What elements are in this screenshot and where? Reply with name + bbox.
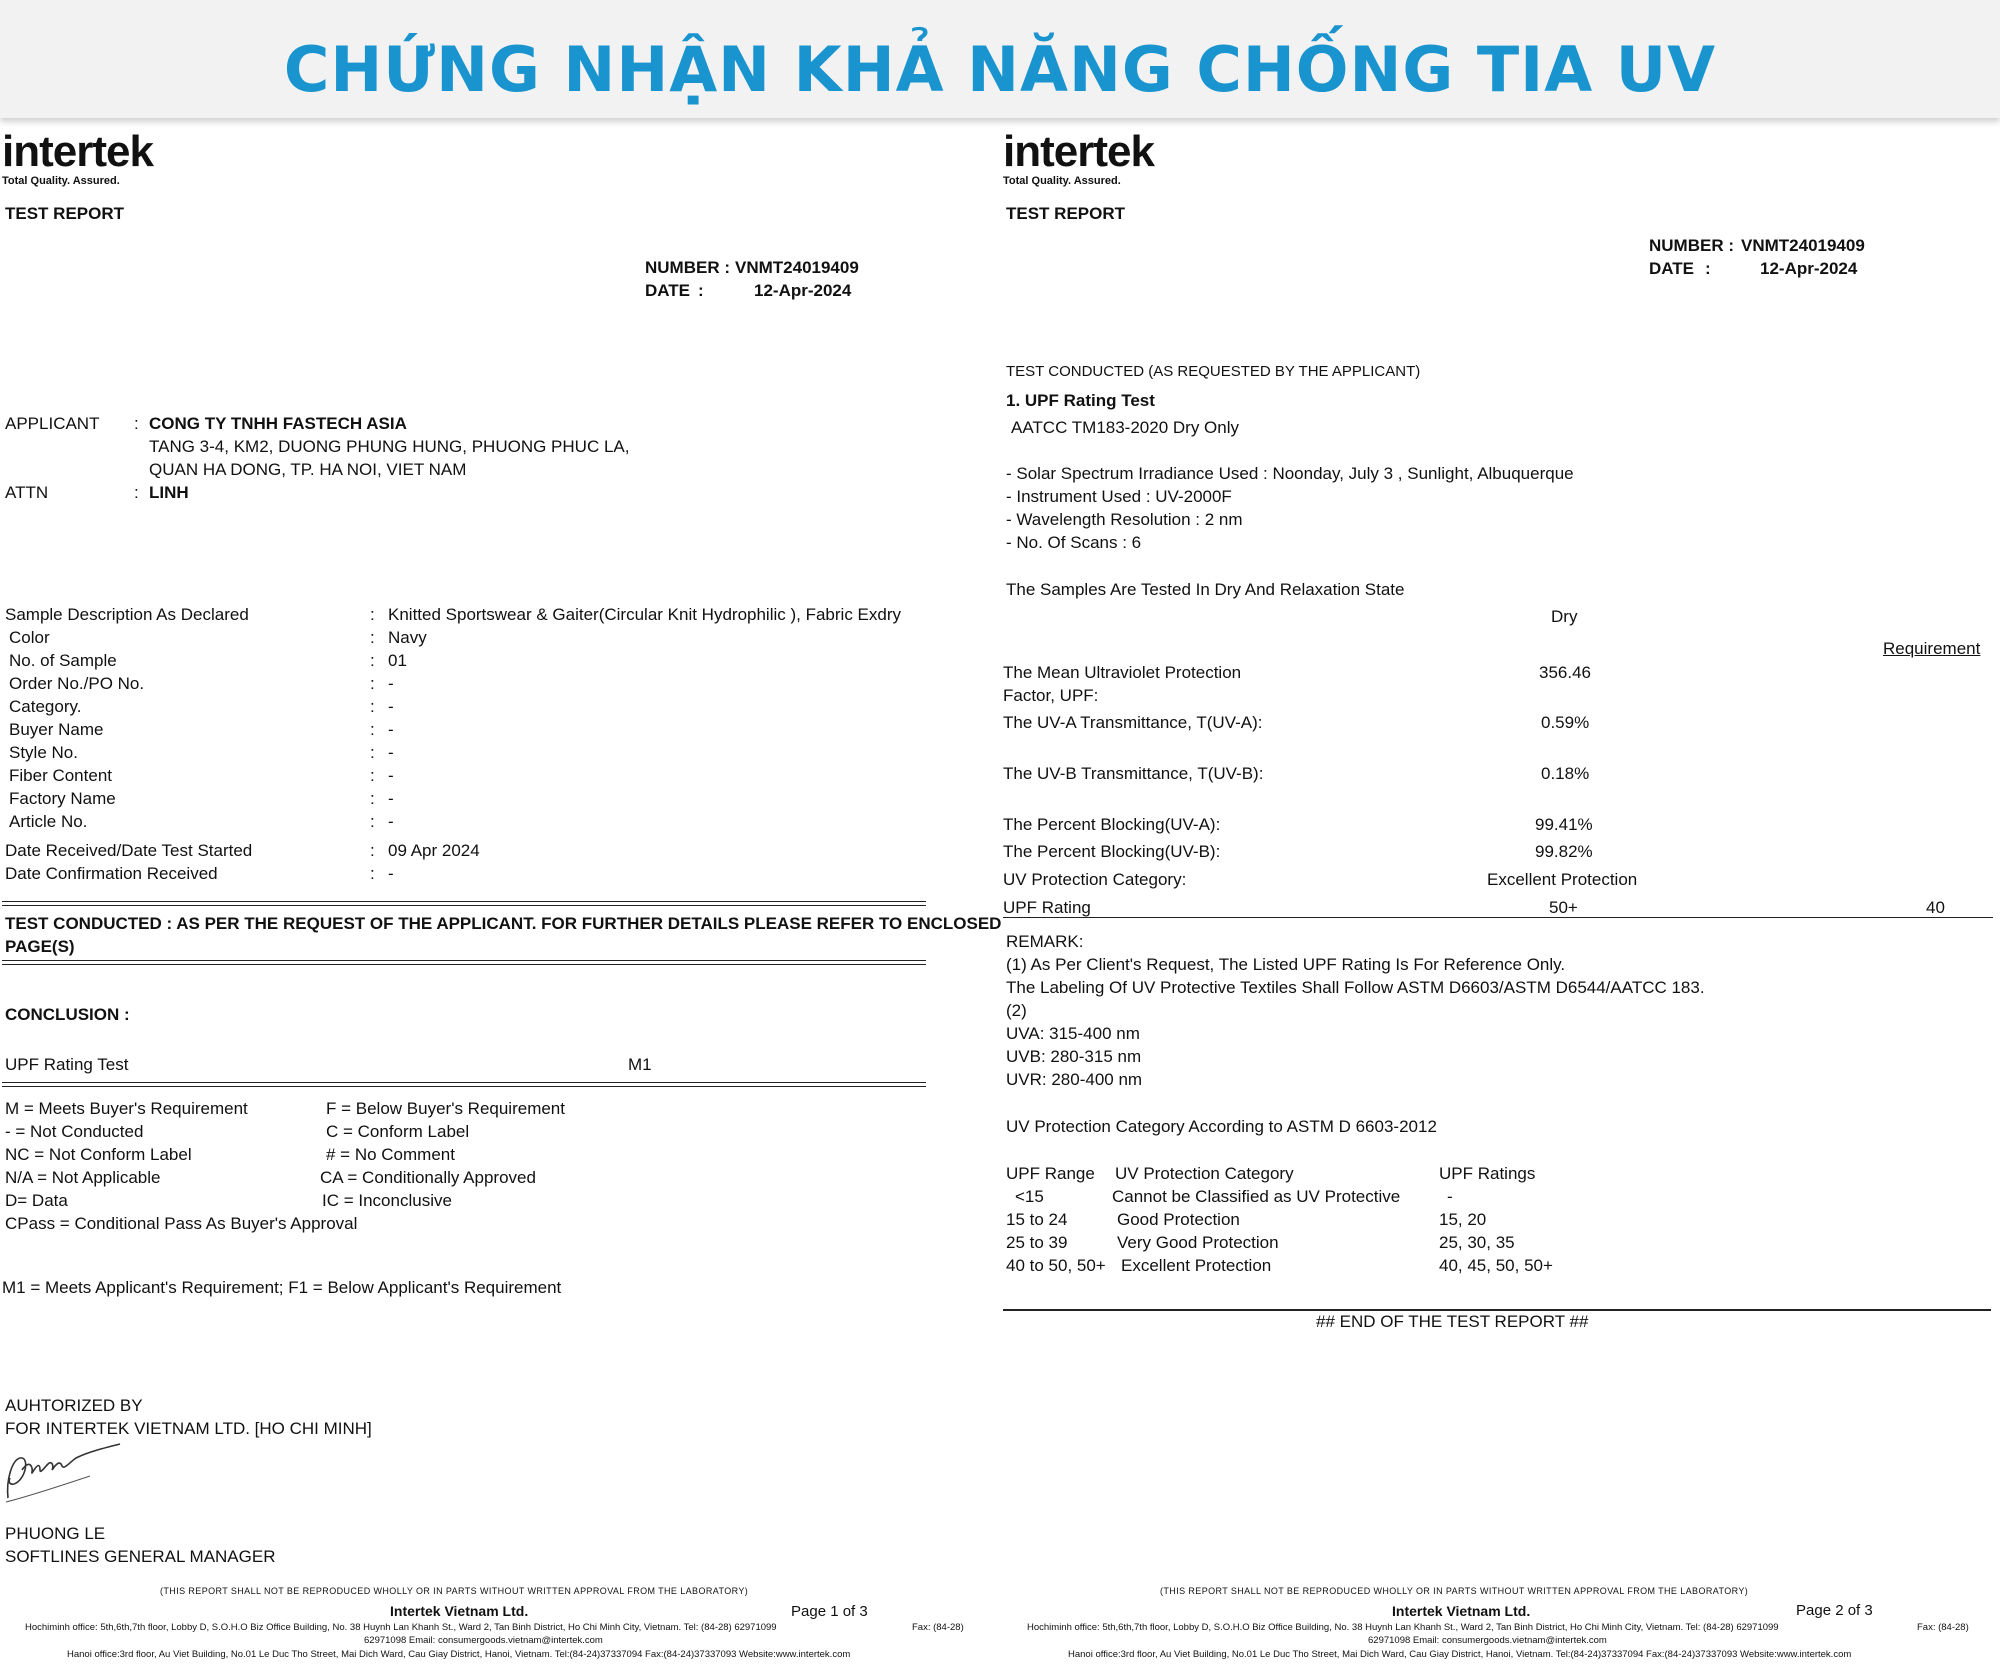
column-header-requirement: Requirement [1883,639,1981,658]
category-cell: Excellent Protection [1121,1256,1272,1275]
remark-line: (2) [1006,1001,1027,1020]
attn-value: LINH [149,483,189,502]
title-banner [0,0,2000,118]
sample-row-value: - [388,864,394,883]
authorized-by: AUHTORIZED BY [5,1396,143,1415]
sample-row-colon: : [370,697,375,716]
logo-wordmark: intertek [1003,127,1154,176]
category-cell: 25, 30, 35 [1439,1233,1515,1252]
legend-item: N/A = Not Applicable [5,1168,161,1187]
sample-row-value: - [388,720,394,739]
sample-row-colon: : [370,789,375,808]
footer-notice: (THIS REPORT SHALL NOT BE REPRODUCED WHOLLY OR IN PARTS WITHOUT WRITTEN APPROVAL FROM THE LABORATORY) [160,1586,749,1596]
logo-tagline: Total Quality. Assured. [1003,175,1121,187]
intertek-logo [2,127,153,188]
result-value: 356.46 [1539,663,1591,682]
legend-item: NC = Not Conform Label [5,1145,192,1164]
legend-item: F = Below Buyer's Requirement [326,1099,565,1118]
test-parameter: - Instrument Used : UV-2000F [1006,487,1232,506]
sample-row-label: Date Received/Date Test Started [5,841,253,860]
result-label: The UV-B Transmittance, T(UV-B): [1003,764,1264,783]
date-label: DATE [1649,259,1695,278]
authorized-for: FOR INTERTEK VIETNAM LTD. [HO CHI MINH] [5,1419,372,1438]
sample-row-colon: : [370,766,375,785]
sample-row-label: Order No./PO No. [9,674,145,693]
logo-tagline: Total Quality. Assured. [2,175,120,187]
footer-hanoi-office: Hanoi office:3rd floor, Au Viet Building, No.01 Le Duc Tho Street, Mai Dich Ward, Cau Giay District, Hanoi, Vietnam. Tel:(84-24)37337094 Fax:(84-24)37337093 Website:www.intertek.com [67,1649,851,1660]
sample-row-label: Date Confirmation Received [5,864,218,883]
applicant-name: CONG TY TNHH FASTECH ASIA [149,414,407,433]
test-conducted-header: TEST CONDUCTED (AS REQUESTED BY THE APPLICANT) [1006,363,1421,380]
result-label: UPF Rating [1003,898,1091,917]
test-conducted-line2: PAGE(S) [5,937,75,956]
end-of-report: ## END OF THE TEST REPORT ## [1316,1312,1589,1331]
result-label: The Percent Blocking(UV-A): [1003,815,1221,834]
applicant-colon: : [134,414,139,433]
conclusion-label: CONCLUSION : [5,1005,130,1024]
footer-hcm-office: Hochiminh office: 5th,6th,7th floor, Lobby D, S.O.H.O Biz Office Building, No. 38 Huynh Lan Khanh St., Ward 2, Tan Binh District, Ho Chi Minh City, Vietnam. Tel: (84-28) 62971099 [1027,1622,1779,1633]
sample-row-colon: : [370,605,375,624]
result-value: 0.18% [1541,764,1590,783]
sample-row-value: - [388,766,394,785]
category-header: UPF Ratings [1439,1164,1536,1183]
number-value: VNMT24019409 [1741,236,1865,255]
report-page-2 [1000,118,2000,1669]
result-label: The UV-A Transmittance, T(UV-A): [1003,713,1263,732]
category-table-title: UV Protection Category According to ASTM D 6603-2012 [1006,1117,1437,1136]
banner-title: CHỨNG NHẬN KHẢ NĂNG CHỐNG TIA UV [283,33,1717,106]
footer-fax: Fax: (84-28) [912,1622,964,1633]
category-cell: 15 to 24 [1006,1210,1068,1229]
applicant-address-line1: TANG 3-4, KM2, DUONG PHUNG HUNG, PHUONG PHUC LA, [149,437,630,456]
category-cell: 15, 20 [1439,1210,1487,1229]
legend-item: D= Data [5,1191,68,1210]
attn-colon: : [134,483,139,502]
remark-line: The Labeling Of UV Protective Textiles Shall Follow ASTM D6603/ASTM D6544/AATCC 183. [1006,978,1705,997]
date-value: 12-Apr-2024 [1760,259,1858,278]
report-title: TEST REPORT [1006,204,1126,223]
category-cell: <15 [1015,1187,1044,1206]
report-title: TEST REPORT [5,204,125,223]
footer-hcm-office: Hochiminh office: 5th,6th,7th floor, Lobby D, S.O.H.O Biz Office Building, No. 38 Huynh Lan Khanh St., Ward 2, Tan Binh District, Ho Chi Minh City, Vietnam. Tel: (84-28) 62971099 [25,1622,777,1633]
category-cell: Very Good Protection [1117,1233,1279,1252]
footer-company: Intertek Vietnam Ltd. [1392,1603,1531,1619]
sample-row-label: Style No. [9,743,78,762]
sample-row-colon: : [370,628,375,647]
result-requirement: 40 [1926,898,1945,917]
report-page-1 [0,118,1000,1669]
sample-row-value: Navy [388,628,427,647]
sample-row-value: - [388,789,394,808]
date-colon: : [698,281,704,300]
legend-item: M = Meets Buyer's Requirement [5,1099,248,1118]
category-cell: Good Protection [1117,1210,1240,1229]
sample-row-colon: : [370,651,375,670]
intertek-logo [1003,127,1154,188]
result-label-cont: Factor, UPF: [1003,686,1099,705]
divider [1003,917,1993,918]
footer-company: Intertek Vietnam Ltd. [390,1603,529,1619]
date-colon: : [1705,259,1711,278]
category-header: UPF Range [1006,1164,1095,1183]
test-parameter: - Solar Spectrum Irradiance Used : Noonday, July 3 , Sunlight, Albuquerque [1006,464,1574,483]
sample-row-value: - [388,674,394,693]
sample-row-colon: : [370,864,375,883]
number-label: NUMBER : [645,258,730,277]
applicant-label: APPLICANT [5,414,100,433]
result-value: 0.59% [1541,713,1590,732]
legend-item: # = No Comment [326,1145,455,1164]
signer-name: PHUONG LE [5,1524,106,1543]
result-label: UV Protection Category: [1003,870,1187,889]
legend-item: CPass = Conditional Pass As Buyer's Approval [5,1214,358,1233]
footer-fax: Fax: (84-28) [1917,1622,1969,1633]
remark-line: (1) As Per Client's Request, The Listed UPF Rating Is For Reference Only. [1006,955,1566,974]
remark-line: REMARK: [1006,932,1084,951]
result-value: Excellent Protection [1487,870,1638,889]
divider [2,960,926,965]
sample-row-label: Factory Name [9,789,116,808]
legend-item: C = Conform Label [326,1122,470,1141]
category-header: UV Protection Category [1115,1164,1294,1183]
sample-row-label: Color [9,628,50,647]
page-number: Page 1 of 3 [791,1603,868,1620]
sample-row-value: 09 Apr 2024 [388,841,480,860]
footer-hcm-office-2: 62971098 Email: consumergoods.vietnam@intertek.com [1368,1635,1607,1646]
result-label: The Mean Ultraviolet Protection [1003,663,1242,682]
sample-row-value: - [388,812,394,831]
footer-notice: (THIS REPORT SHALL NOT BE REPRODUCED WHOLLY OR IN PARTS WITHOUT WRITTEN APPROVAL FROM THE LABORATORY) [1160,1586,1749,1596]
category-cell: Cannot be Classified as UV Protective [1112,1187,1401,1206]
page-number: Page 2 of 3 [1796,1602,1873,1619]
sample-row-colon: : [370,841,375,860]
sample-row-label: No. of Sample [9,651,117,670]
category-cell: 25 to 39 [1006,1233,1068,1252]
number-value: VNMT24019409 [735,258,859,277]
date-label: DATE [645,281,691,300]
footer-hanoi-office: Hanoi office:3rd floor, Au Viet Building, No.01 Le Duc Tho Street, Mai Dich Ward, Cau Giay District, Hanoi, Vietnam. Tel:(84-24)37337094 Fax:(84-24)37337093 Website:www.intertek.com [1068,1649,1852,1660]
test-parameter: - Wavelength Resolution : 2 nm [1006,510,1243,529]
sample-row-label: Fiber Content [9,766,112,785]
conclusion-test-name: UPF Rating Test [5,1055,129,1074]
date-value: 12-Apr-2024 [754,281,852,300]
divider [2,1082,926,1087]
sample-row-label: Category. [9,697,82,716]
logo-wordmark: intertek [2,127,153,176]
result-label: The Percent Blocking(UV-B): [1003,842,1221,861]
sample-row-label: Buyer Name [9,720,104,739]
sample-row-value: Knitted Sportswear & Gaiter(Circular Knit Hydrophilic ), Fabric Exdry [388,605,901,624]
section-title: 1. UPF Rating Test [1006,391,1155,410]
state-note: The Samples Are Tested In Dry And Relaxation State [1006,580,1405,599]
divider [2,901,926,906]
result-value: 99.41% [1535,815,1593,834]
sample-row-value: 01 [388,651,407,670]
m1-note: M1 = Meets Applicant's Requirement; F1 = Below Applicant's Requirement [2,1278,562,1297]
sample-row-colon: : [370,720,375,739]
remark-line: UVR: 280-400 nm [1006,1070,1143,1089]
category-cell: 40 to 50, 50+ [1006,1256,1106,1275]
sample-row-label: Sample Description As Declared [5,605,249,624]
test-conducted-line1: TEST CONDUCTED : AS PER THE REQUEST OF THE APPLICANT. FOR FURTHER DETAILS PLEASE REFER TO ENCLOSED [5,914,1002,933]
result-value: 50+ [1549,898,1578,917]
category-cell: 40, 45, 50, 50+ [1439,1256,1553,1275]
sample-row-colon: : [370,674,375,693]
legend-item: CA = Conditionally Approved [320,1168,536,1187]
sample-row-value: - [388,697,394,716]
sample-row-colon: : [370,812,375,831]
sample-row-value: - [388,743,394,762]
conclusion-result: M1 [628,1055,652,1074]
signature [0,1440,125,1510]
category-cell: - [1447,1187,1453,1206]
number-label: NUMBER : [1649,236,1734,255]
test-parameter: - No. Of Scans : 6 [1006,533,1142,552]
remark-line: UVB: 280-315 nm [1006,1047,1142,1066]
legend-item: - = Not Conducted [5,1122,144,1141]
footer-hcm-office-2: 62971098 Email: consumergoods.vietnam@intertek.com [364,1635,603,1646]
remark-line: UVA: 315-400 nm [1006,1024,1140,1043]
sample-row-colon: : [370,743,375,762]
test-method: AATCC TM183-2020 Dry Only [1011,418,1239,437]
result-value: 99.82% [1535,842,1593,861]
attn-label: ATTN [5,483,49,502]
sample-row-label: Article No. [9,812,88,831]
signer-title: SOFTLINES GENERAL MANAGER [5,1547,276,1566]
legend-item: IC = Inconclusive [322,1191,452,1210]
applicant-address-line2: QUAN HA DONG, TP. HA NOI, VIET NAM [149,460,467,479]
column-header-dry: Dry [1551,607,1578,626]
